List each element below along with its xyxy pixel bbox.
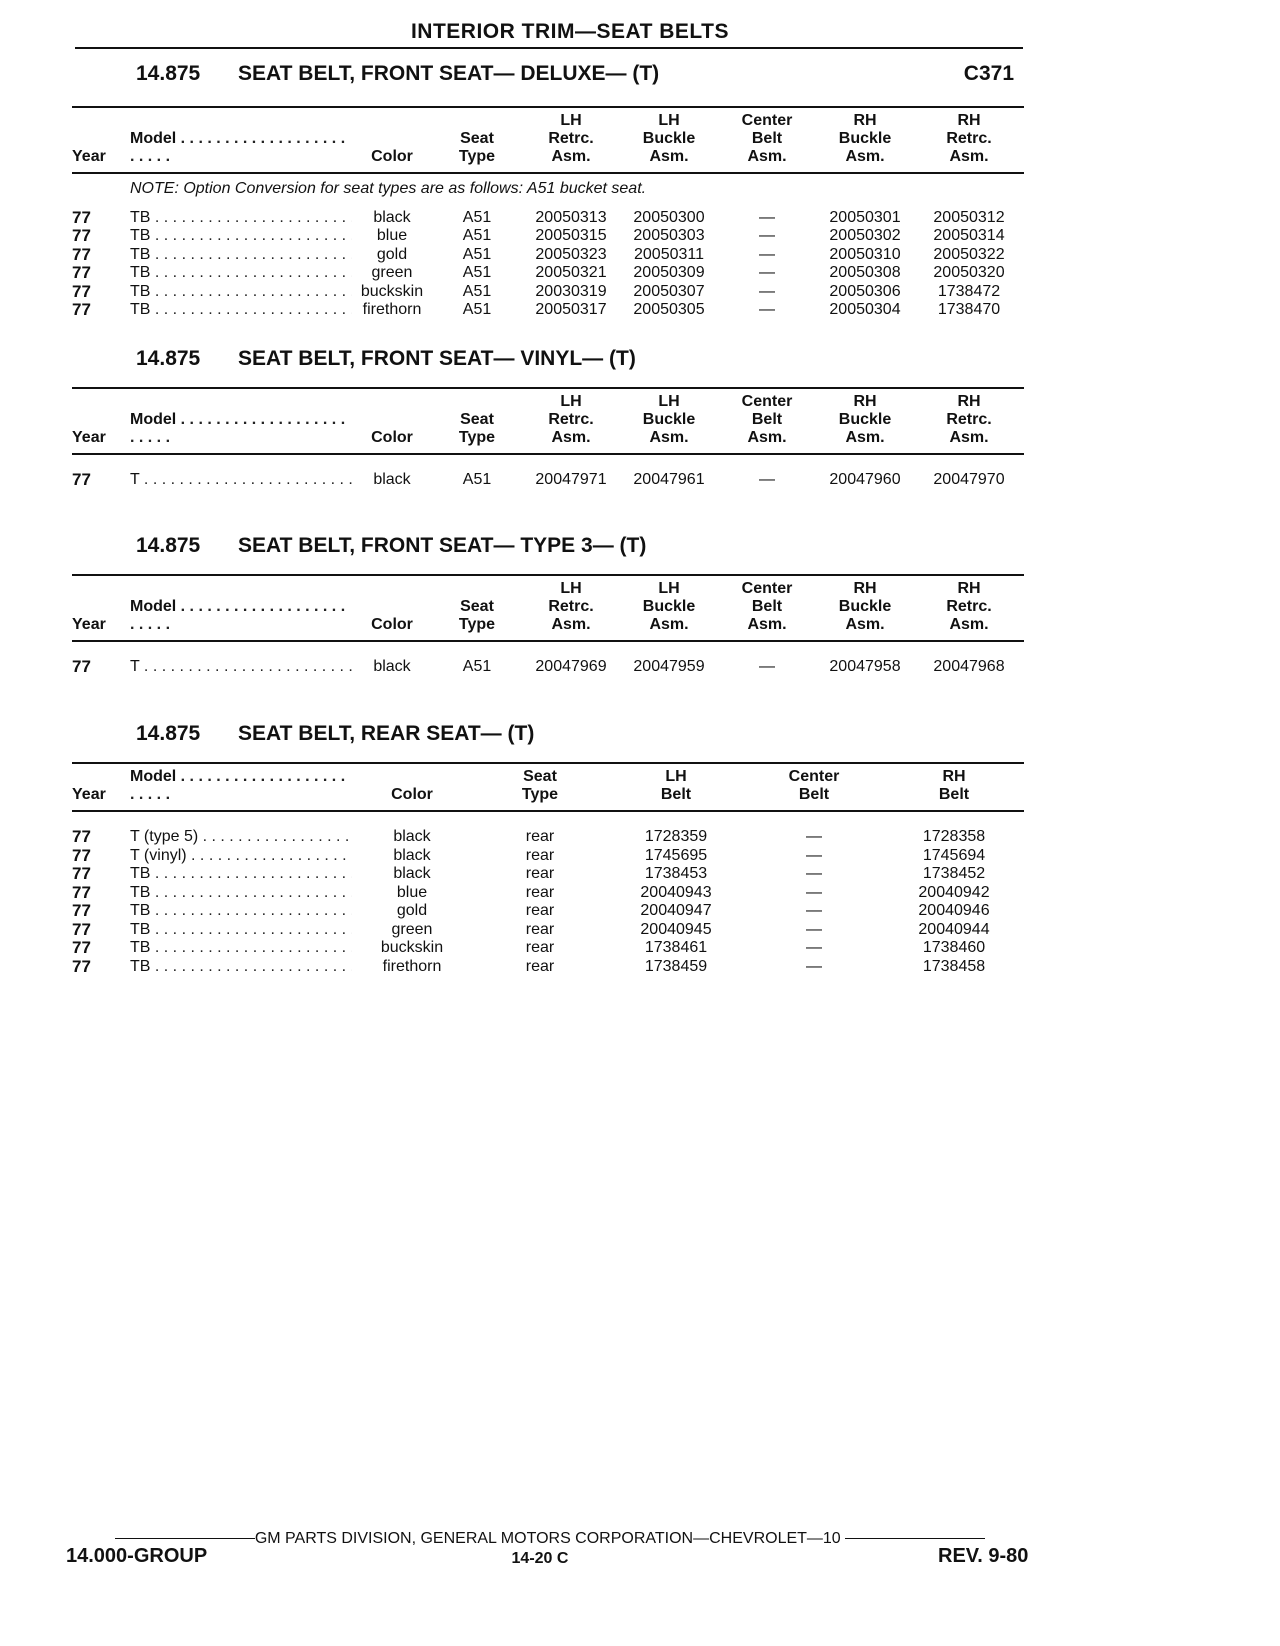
section-title: SEAT BELT, FRONT SEAT— TYPE 3— (T) [238,534,647,557]
col-model [130,763,352,811]
cell-model: TB . . . [130,283,352,302]
col-seat-type: Seat Type [432,388,522,454]
spacer-row [72,641,1024,658]
cell-lh-retrc: 20050317 [535,301,607,318]
cell-year: 77 [72,282,91,301]
section-heading [72,530,1024,570]
cell-model: TB . . . [130,246,352,265]
col-rh-retrc: RH Retrc. Asm. [914,107,1024,173]
section-title: SEAT BELT, REAR SEAT— (T) [238,722,535,745]
cell-rh-retrc: 20050320 [933,264,1005,281]
cell-seat-type: A51 [462,208,492,226]
cell-color: gold [376,245,408,263]
col-rh-buckle: RH Buckle Asm. [816,388,914,454]
title-rule [75,47,1023,49]
cell-year: 77 [72,939,91,957]
cell-color: blue [376,227,408,244]
cell-center-belt: — [759,245,775,263]
col-seat-type: Seat Type [432,107,522,173]
col-color: Color [352,388,432,454]
cell-rh-buckle: 20047960 [829,471,901,488]
cell-lh-belt: 20040945 [640,920,712,938]
cell-center-belt: — [759,282,775,300]
col-seat-type: Seat Type [432,575,522,641]
cell-color: black [393,846,431,864]
col-lh-retrc: LH Retrc. Asm. [522,575,620,641]
cell-lh-retrc: 20050323 [535,245,607,263]
cell-rh-buckle: 20050306 [829,282,901,300]
table-row [72,658,1024,677]
cell-rh-belt: 1738460 [922,939,986,956]
cell-seat-type: A51 [462,471,492,488]
cell-center-belt: — [806,846,822,864]
cell-center-belt: — [759,658,775,675]
cell-center-belt: — [806,865,822,882]
col-lh-retrc: LH Retrc. Asm. [522,107,620,173]
table-row [72,939,1024,958]
col-model-label: Model [130,598,177,615]
cell-center-belt: — [806,883,822,901]
col-lh-belt: LH Belt [608,763,744,811]
cell-center-belt: — [759,264,775,281]
cell-lh-buckle: 20050303 [633,227,705,244]
table-header-row [72,388,1024,454]
col-rh-buckle: RH Buckle Asm. [816,107,914,173]
col-color: Color [352,763,472,811]
table-row [72,471,1024,490]
cell-rh-belt: 20040946 [918,902,990,919]
cell-lh-belt: 1745695 [644,846,708,864]
cell-model: T (vinyl) . . . [130,847,352,866]
col-lh-buckle: LH Buckle Asm. [620,388,718,454]
cell-model: TB . . . [130,921,352,940]
cell-rh-retrc: 20050322 [933,245,1005,263]
cell-lh-belt: 20040943 [640,883,712,901]
spacer-row [72,454,1024,471]
parts-table [72,387,1024,490]
cell-rh-retrc: 20050314 [933,227,1005,244]
cell-rh-buckle: 20050310 [829,245,901,263]
col-model-label: Model [130,411,177,428]
col-model [130,107,352,173]
table-row [72,227,1024,246]
table-row [72,958,1024,977]
footer-rule-left [115,1538,255,1539]
cell-lh-buckle: 20050309 [633,264,705,281]
cell-color: firethorn [362,301,422,318]
cell-color: black [393,828,431,845]
cell-model: TB . . . [130,865,352,884]
cell-year: 77 [72,865,91,883]
col-center-belt: Center Belt [744,763,884,811]
cell-rh-belt: 20040942 [918,883,990,901]
cell-seat-type: rear [525,939,555,956]
cell-model: T . . . [130,658,352,677]
cell-lh-buckle: 20047961 [633,471,705,488]
cell-seat-type: A51 [462,227,492,244]
cell-model: T . . . [130,471,352,490]
cell-rh-retrc: 20047968 [933,658,1005,675]
cell-center-belt: — [759,301,775,318]
footer-group: 14.000-GROUP [66,1545,208,1567]
cell-lh-retrc: 20047971 [535,471,607,488]
cell-seat-type: A51 [462,245,492,263]
col-center-belt: Center Belt Asm. [718,575,816,641]
col-model [130,388,352,454]
col-year: Year [72,763,130,811]
parts-table [72,106,1024,320]
cell-lh-belt: 20040947 [640,902,712,919]
table-row [72,884,1024,903]
col-model [130,575,352,641]
col-rh-retrc: RH Retrc. Asm. [914,388,1024,454]
cell-center-belt: — [759,471,775,488]
col-center-belt: Center Belt Asm. [718,388,816,454]
col-model-label: Model [130,768,177,785]
cell-seat-type: rear [525,902,555,919]
cell-color: green [391,920,433,938]
footer-page-number: 14-20 C [511,1550,569,1567]
cell-center-belt: — [759,208,775,226]
section-number: 14.875 [136,722,201,745]
cell-rh-retrc: 20047970 [933,471,1005,488]
cell-seat-type: rear [525,883,555,901]
footer-revision: REV. 9-80 [938,1545,1029,1567]
cell-lh-retrc: 20047969 [535,658,607,675]
col-year: Year [72,388,130,454]
cell-year: 77 [72,227,91,245]
cell-rh-belt: 1738452 [922,865,986,882]
cell-rh-belt: 20040944 [918,920,990,938]
table-row [72,847,1024,866]
cell-seat-type: rear [525,957,555,975]
cell-year: 77 [72,208,91,227]
cell-lh-belt: 1738459 [644,957,708,975]
cell-lh-buckle: 20050311 [634,245,704,263]
col-year: Year [72,107,130,173]
cell-lh-retrc: 20030319 [535,282,607,300]
cell-model: TB . . . [130,209,352,228]
col-color: Color [352,107,432,173]
cell-color: black [373,471,411,488]
cell-year: 77 [72,828,91,846]
section-heading [72,343,1024,383]
cell-seat-type: rear [525,846,555,864]
table-row [72,921,1024,940]
cell-rh-buckle: 20050304 [829,301,901,318]
table-row [72,828,1024,847]
cell-model: TB . . . [130,902,352,921]
footer-publisher: GM PARTS DIVISION, GENERAL MOTORS CORPORATION—CHEVROLET—10 [254,1530,841,1547]
table-header-row [72,575,1024,641]
col-color: Color [352,575,432,641]
cell-seat-type: rear [525,828,555,845]
table-row [72,246,1024,265]
cell-model: TB . . . [130,301,352,320]
section-front-seat-vinyl [72,343,1024,490]
cell-rh-buckle: 20050301 [829,208,901,226]
cell-lh-buckle: 20050305 [633,301,705,318]
section-number: 14.875 [136,534,201,557]
cell-rh-retrc: 1738472 [937,282,1001,300]
cell-center-belt: — [759,227,775,244]
cell-center-belt: — [806,902,822,919]
cell-seat-type: A51 [462,264,492,281]
section-heading [72,718,1024,758]
cell-rh-belt: 1728358 [922,828,986,845]
cell-rh-retrc: 20050312 [933,208,1005,226]
section-heading [72,58,1024,98]
cell-lh-retrc: 20050321 [535,264,607,281]
cell-lh-belt: 1728359 [644,828,708,845]
cell-lh-buckle: 20050307 [633,282,705,300]
note-row [72,173,1024,209]
table-row [72,865,1024,884]
cell-lh-buckle: 20050300 [633,208,705,226]
parts-table [72,762,1024,976]
cell-rh-retrc: 1738470 [937,301,1001,318]
cell-lh-buckle: 20047959 [633,658,705,675]
cell-year: 77 [72,301,91,319]
cell-year: 77 [72,658,91,676]
cell-color: buckskin [360,282,424,300]
cell-year: 77 [72,957,91,976]
cell-seat-type: A51 [462,658,492,675]
section-front-seat-deluxe [72,58,1024,320]
section-code: C371 [963,62,1014,85]
table-row [72,301,1024,320]
option-note: NOTE: Option Conversion for seat types are as follows: A51 bucket seat. [130,180,647,197]
footer-rule-right [845,1538,985,1539]
cell-model: TB . . . [130,884,352,903]
cell-rh-buckle: 20047958 [829,658,901,675]
col-lh-retrc: LH Retrc. Asm. [522,388,620,454]
cell-seat-type: A51 [462,301,492,318]
cell-model: TB . . . [130,958,352,977]
table-header-row [72,763,1024,811]
col-rh-buckle: RH Buckle Asm. [816,575,914,641]
cell-lh-retrc: 20050313 [535,208,607,226]
cell-seat-type: A51 [462,282,492,300]
cell-rh-buckle: 20050308 [829,264,901,281]
section-front-seat-type-3 [72,530,1024,677]
table-row [72,902,1024,921]
col-center-belt: Center Belt Asm. [718,107,816,173]
cell-color: black [393,865,431,882]
cell-color: black [373,208,411,226]
cell-color: buckskin [380,939,444,956]
cell-year: 77 [72,471,91,489]
cell-year: 77 [72,846,91,865]
cell-model: TB . . . [130,227,352,246]
cell-seat-type: rear [525,920,555,938]
section-rear-seat [72,718,1024,976]
cell-color: firethorn [382,957,442,975]
cell-year: 77 [72,920,91,939]
table-header-row [72,107,1024,173]
cell-rh-belt: 1745694 [922,846,986,864]
cell-color: gold [396,902,428,919]
spacer-row [72,811,1024,828]
cell-lh-retrc: 20050315 [535,227,607,244]
table-row [72,283,1024,302]
col-lh-buckle: LH Buckle Asm. [620,107,718,173]
cell-center-belt: — [806,828,822,845]
cell-model: TB . . . [130,264,352,283]
section-title: SEAT BELT, FRONT SEAT— VINYL— (T) [238,347,636,370]
table-row [72,209,1024,228]
cell-model: T (type 5) . . . [130,828,352,847]
cell-rh-buckle: 20050302 [829,227,901,244]
cell-center-belt: — [806,920,822,938]
footer-publisher-line [66,1530,1034,1548]
cell-center-belt: — [806,939,822,956]
cell-color: blue [396,883,428,901]
table-row [72,264,1024,283]
col-seat-type: Seat Type [472,763,608,811]
col-rh-belt: RH Belt [884,763,1024,811]
section-number: 14.875 [136,347,201,370]
cell-year: 77 [72,902,91,920]
cell-seat-type: rear [525,865,555,882]
cell-year: 77 [72,264,91,282]
cell-rh-belt: 1738458 [922,957,986,975]
cell-color: black [373,658,411,675]
cell-model: TB . . . [130,939,352,958]
section-title: SEAT BELT, FRONT SEAT— DELUXE— (T) [238,62,660,85]
cell-lh-belt: 1738461 [644,939,708,956]
cell-color: green [371,264,413,281]
col-lh-buckle: LH Buckle Asm. [620,575,718,641]
col-rh-retrc: RH Retrc. Asm. [914,575,1024,641]
cell-lh-belt: 1738453 [644,865,708,882]
parts-table [72,574,1024,677]
cell-year: 77 [72,245,91,264]
col-year: Year [72,575,130,641]
section-number: 14.875 [136,62,201,85]
cell-center-belt: — [806,957,822,975]
col-model-label: Model [130,130,177,147]
page-title: INTERIOR TRIM—SEAT BELTS [410,20,730,43]
cell-year: 77 [72,883,91,902]
